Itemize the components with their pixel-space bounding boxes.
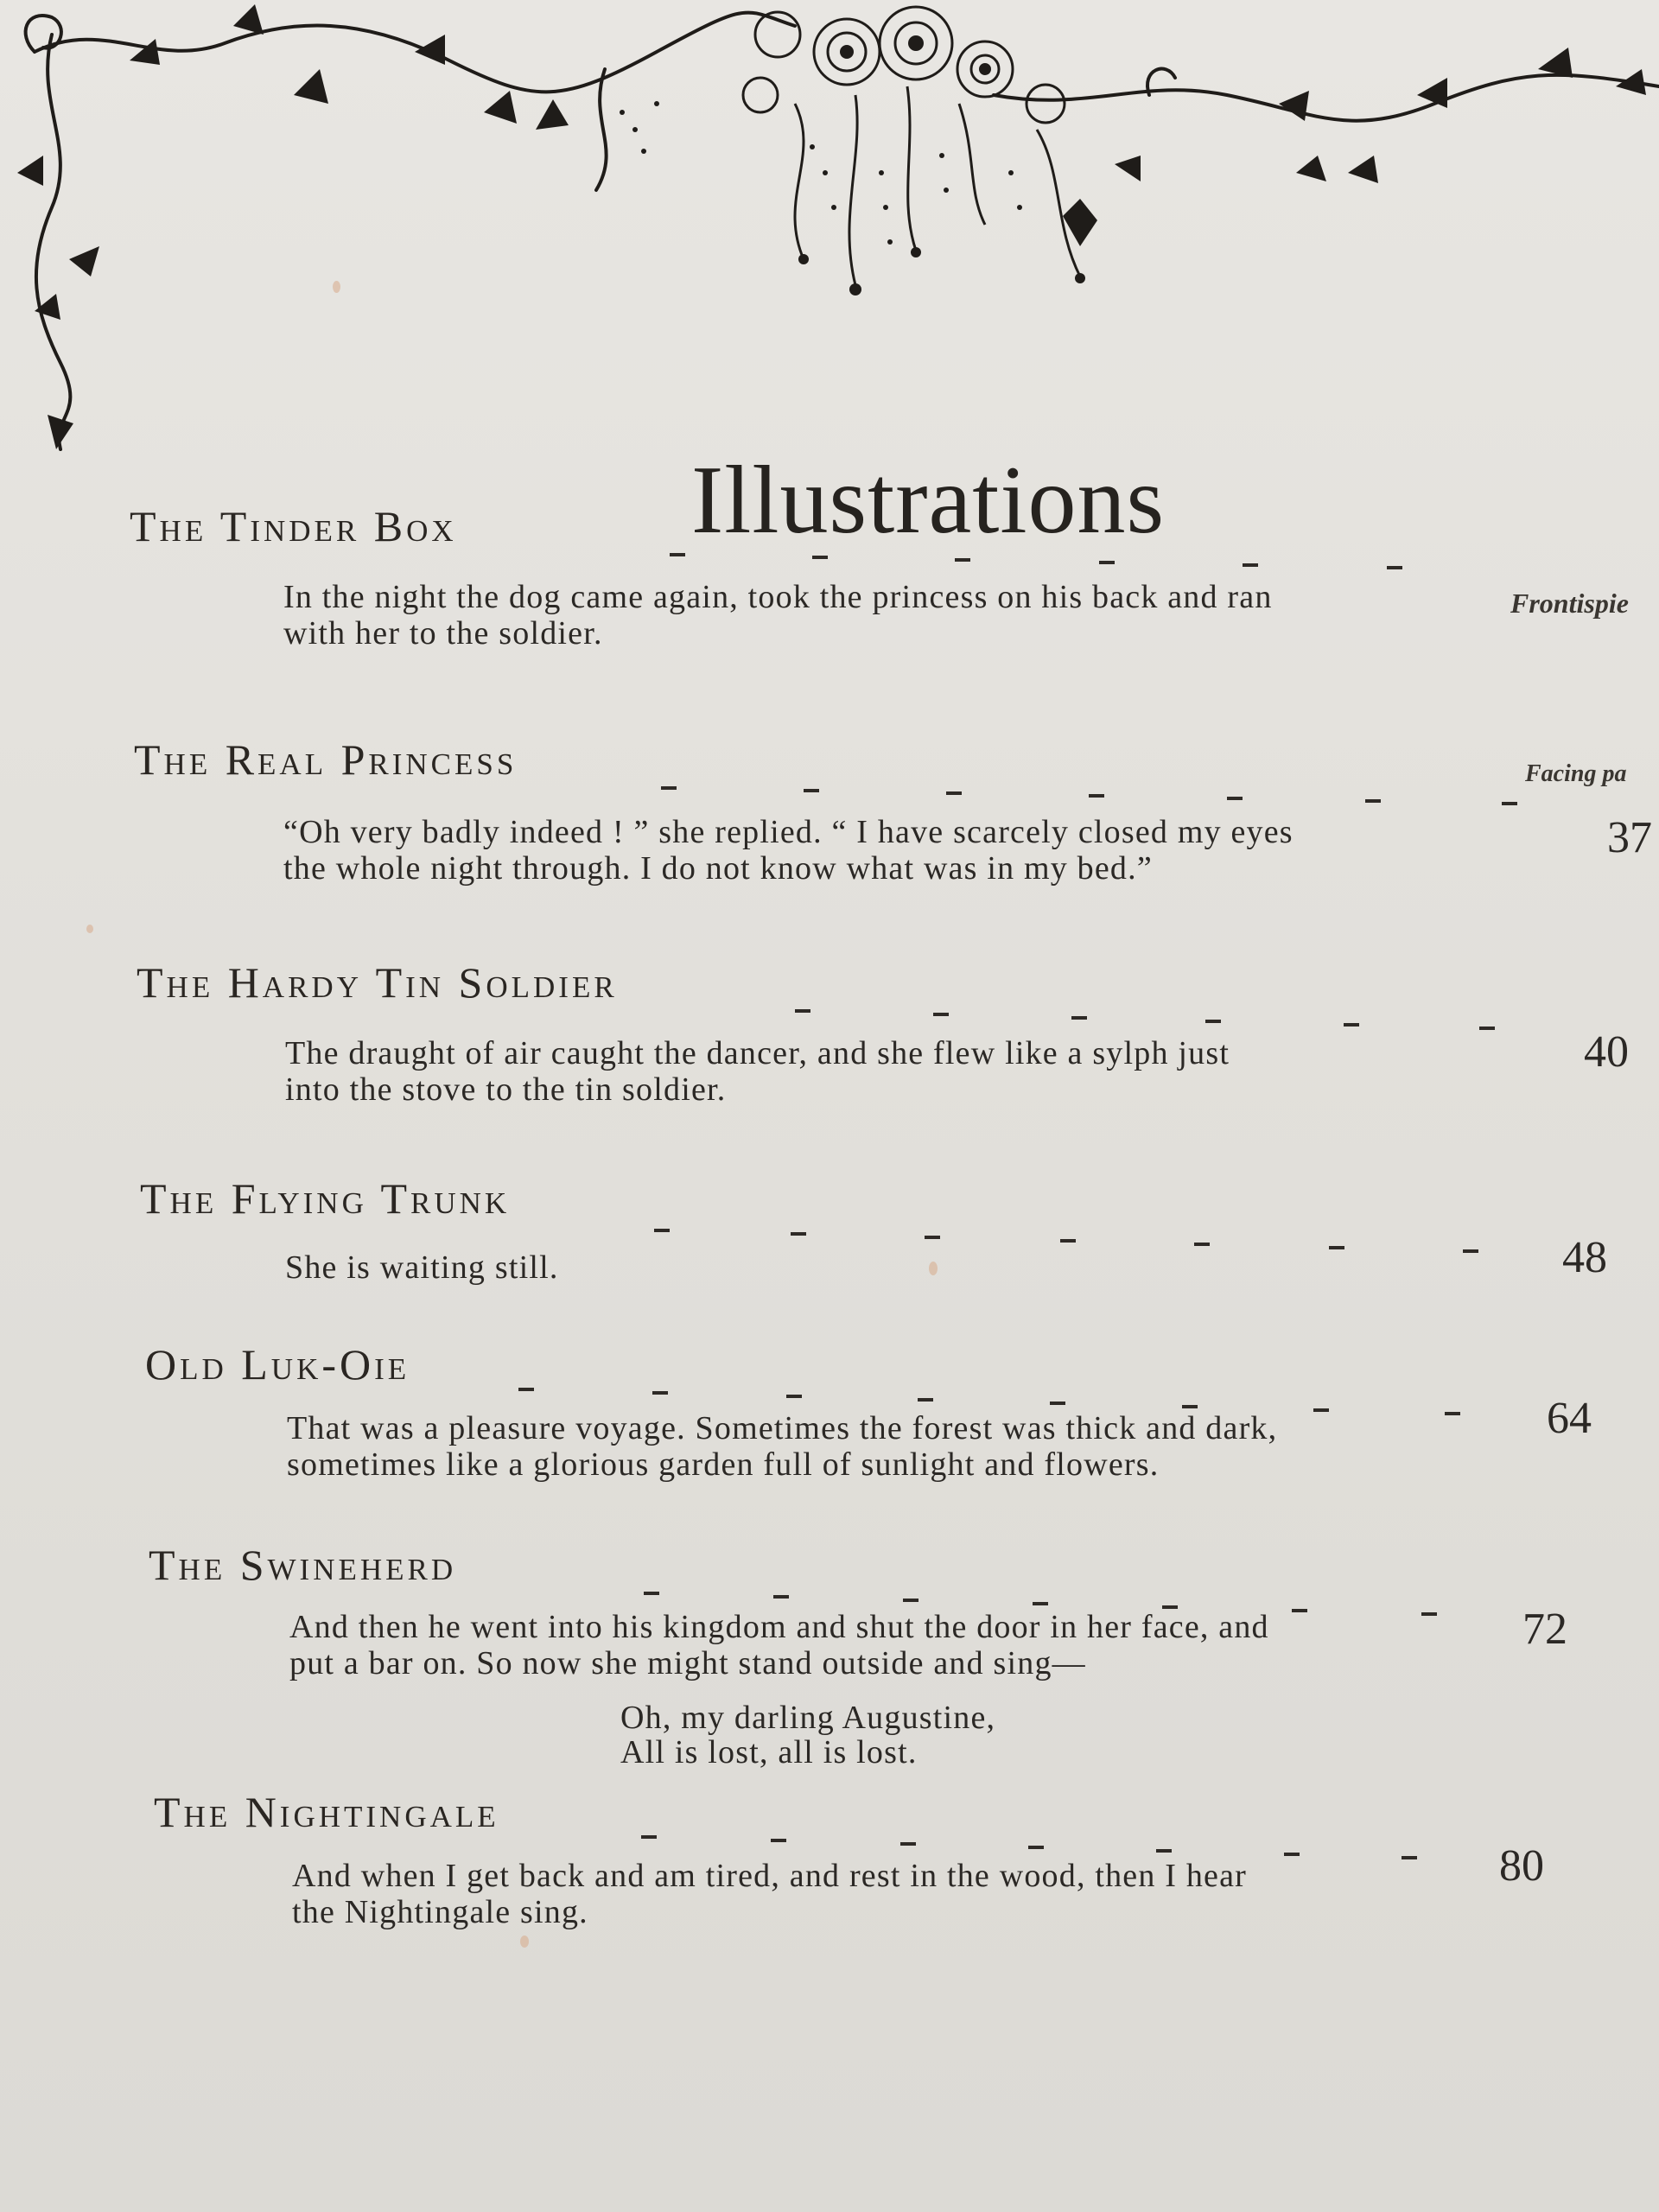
page-number: 48 <box>1562 1233 1607 1282</box>
page-number: 40 <box>1584 1027 1629 1077</box>
illustration-caption: And when I get back and am tired, and rest in the wood, then I hear the Nightingale sing. <box>292 1858 1248 1930</box>
entry-title: Old Luk-Oie <box>145 1340 410 1389</box>
illustration-caption: And then he went into his kingdom and shut the door in her face, and put a bar on. So now she might stand outside and sing— <box>289 1609 1269 1681</box>
frontispiece-label: Frontispie <box>1510 588 1629 619</box>
list-item <box>0 957 1659 1147</box>
illustration-caption: In the night the dog came again, took the princess on his back and ran with her to the soldier. <box>283 579 1273 652</box>
entry-title: The Real Princess <box>134 735 518 784</box>
paper-speck <box>86 925 93 933</box>
page-number: 64 <box>1547 1394 1592 1443</box>
list-item <box>0 734 1659 933</box>
entry-title: The Swineherd <box>149 1541 457 1589</box>
illustration-caption: The draught of air caught the dancer, and she flew like a sylph just into the stove to the tin soldier. <box>285 1035 1230 1108</box>
illustration-caption: “Oh very badly indeed ! ” she replied. “ I have scarcely closed my eyes the whole night through. I do not know what was in my bed.” <box>283 814 1294 887</box>
list-item <box>0 1339 1659 1529</box>
list-item <box>0 1787 1659 1977</box>
illustration-caption: That was a pleasure voyage. Sometimes the forest was thick and dark, sometimes like a glorious garden full of sunlight and flowers. <box>287 1410 1278 1483</box>
paper-speck <box>520 1936 529 1948</box>
facing-page-label: Facing pa <box>1525 760 1627 787</box>
list-item <box>0 1173 1659 1312</box>
page-number: 72 <box>1522 1605 1567 1654</box>
verse-quote: Oh, my darling Augustine, All is lost, all is lost. <box>620 1700 996 1770</box>
page-number: 80 <box>1499 1841 1544 1891</box>
entry-title: The Nightingale <box>154 1788 499 1836</box>
page-number: 37 <box>1607 813 1652 862</box>
entry-title: The Hardy Tin Soldier <box>137 958 618 1007</box>
page-title: Illustrations <box>691 447 1166 555</box>
paper-speck <box>333 281 340 293</box>
entry-title: The Tinder Box <box>130 502 457 550</box>
floral-vine-ornament-icon <box>0 0 1659 484</box>
list-item <box>0 1540 1659 1799</box>
entry-title: The Flying Trunk <box>140 1174 511 1223</box>
illustration-caption: She is waiting still. <box>285 1249 559 1286</box>
paper-speck <box>929 1262 938 1275</box>
list-item <box>0 501 1659 691</box>
